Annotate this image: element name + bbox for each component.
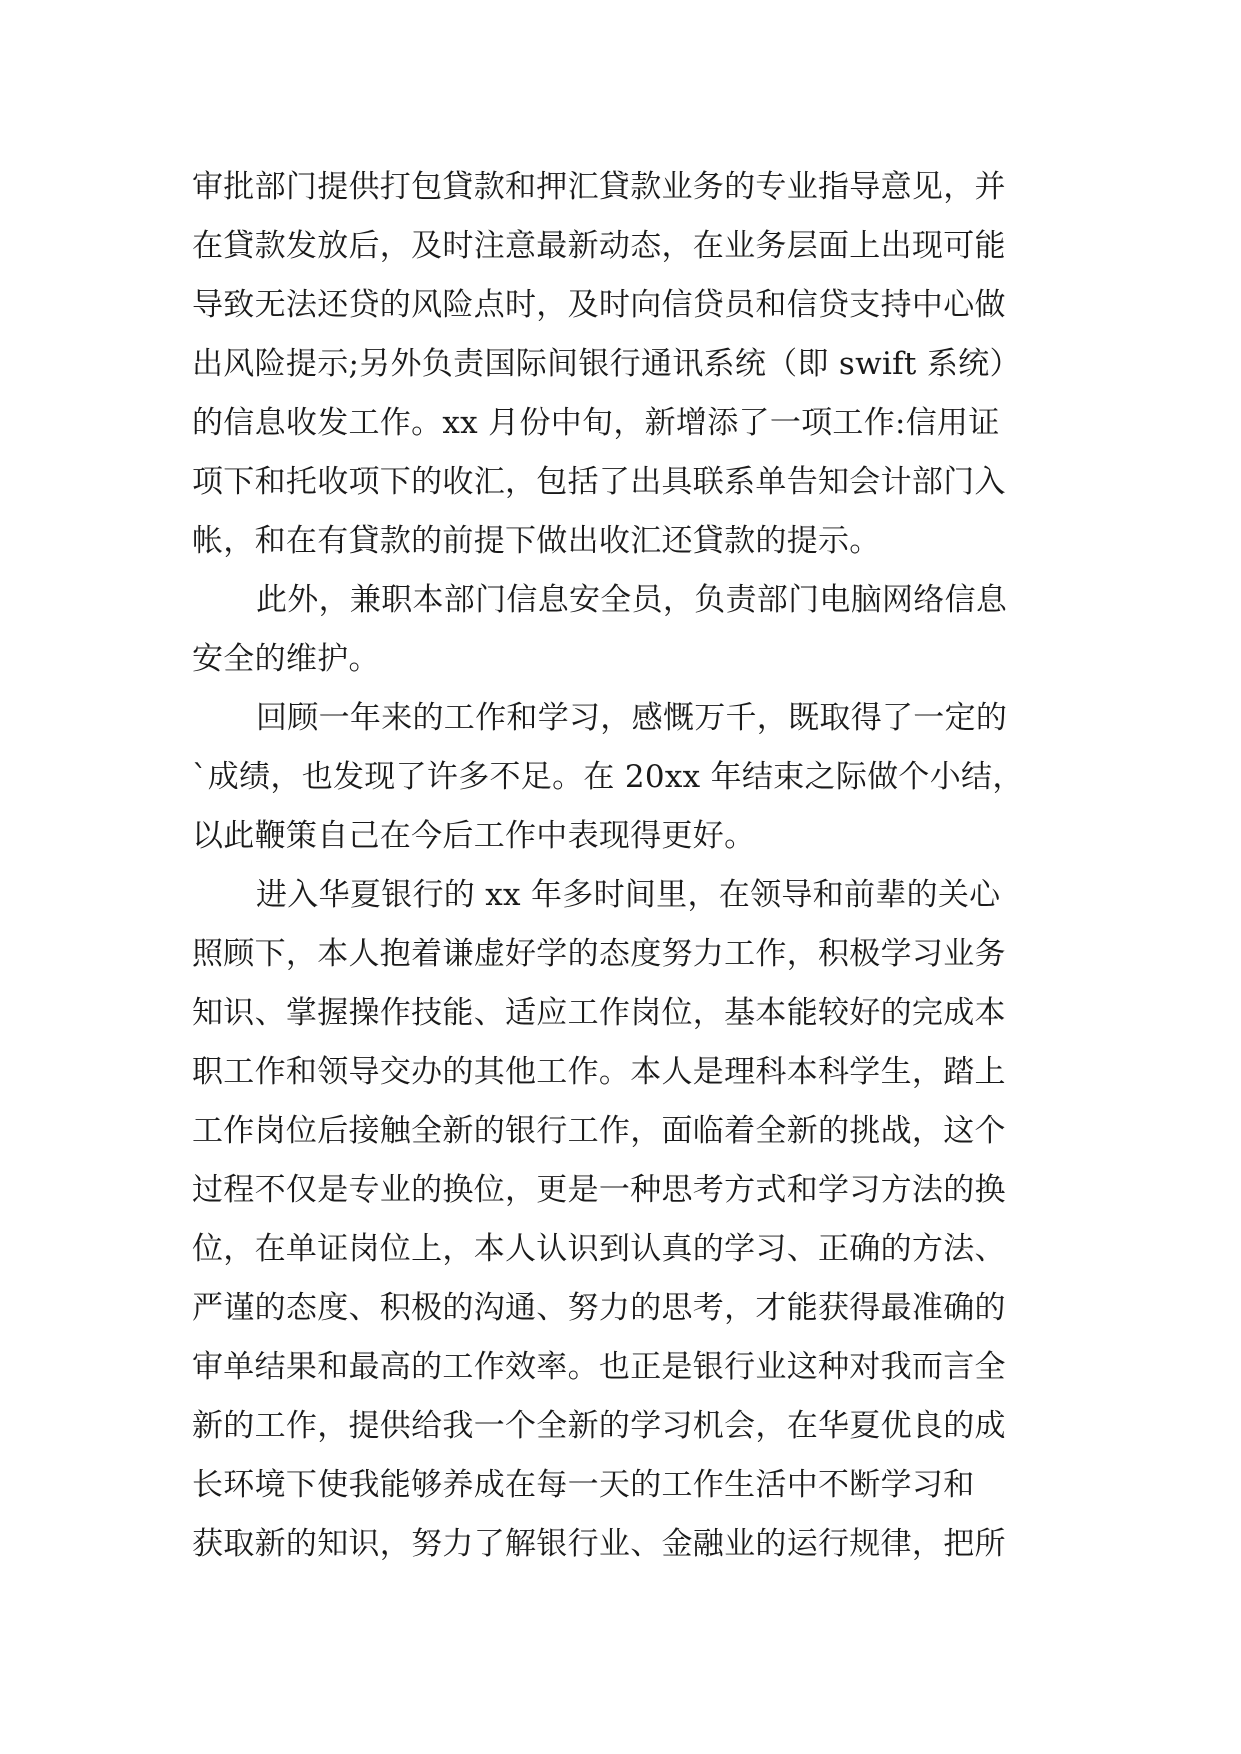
- text-line: 审单结果和最高的工作效率。也正是银行业这种对我而言全: [192, 1349, 1006, 1385]
- text-line: 项下和托收项下的收汇，包括了出具联系单告知会计部门入: [192, 464, 1006, 500]
- body-text: [192, 158, 1072, 1574]
- text-line: 在貸款发放后，及时注意最新动态，在业务层面上出现可能: [192, 228, 1006, 264]
- text-line: 导致无法还贷的风险点时，及时向信贷员和信贷支持中心做: [192, 287, 1006, 323]
- text-line: 出风险提示;另外负责国际间银行通讯系统（即 swift 系统）: [192, 346, 1021, 382]
- text-line: 帐，和在有貸款的前提下做出收汇还貸款的提示。: [192, 523, 881, 559]
- text-line: 的信息收发工作。xx 月份中旬，新增添了一项工作:信用证: [192, 405, 1000, 441]
- text-line: 职工作和领导交办的其他工作。本人是理科本科学生，踏上: [192, 1054, 1006, 1090]
- text-line: `成绩，也发现了许多不足。在 20xx 年结束之际做个小结，: [192, 759, 1024, 795]
- text-line: 严谨的态度、积极的沟通、努力的思考，才能获得最准确的: [192, 1290, 1006, 1326]
- text-line: 工作岗位后接触全新的银行工作，面临着全新的挑战，这个: [192, 1113, 1006, 1149]
- paragraph-start-line: 回顾一年来的工作和学习，感慨万千，既取得了一定的: [256, 700, 1008, 736]
- text-line: 安全的维护。: [192, 641, 380, 677]
- paragraph-start-line: 此外，兼职本部门信息安全员，负责部门电脑网络信息: [256, 582, 1008, 618]
- text-line: 审批部门提供打包貸款和押汇貸款业务的专业指导意见，并: [192, 169, 1006, 205]
- text-line: 位，在单证岗位上，本人认识到认真的学习、正确的方法、: [192, 1231, 1006, 1267]
- text-line: 长环境下使我能够养成在每一天的工作生活中不断学习和: [192, 1467, 975, 1503]
- text-line: 照顾下，本人抱着谦虚好学的态度努力工作，积极学习业务: [192, 936, 1006, 972]
- text-line: 获取新的知识，努力了解银行业、金融业的运行规律，把所: [192, 1526, 1006, 1562]
- text-line: 知识、掌握操作技能、适应工作岗位，基本能较好的完成本: [192, 995, 1006, 1031]
- paragraph-start-line: 进入华夏银行的 xx 年多时间里，在领导和前辈的关心: [256, 877, 1001, 913]
- text-line: 以此鞭策自己在今后工作中表现得更好。: [192, 818, 756, 854]
- text-line: 过程不仅是专业的换位，更是一种思考方式和学习方法的换: [192, 1172, 1006, 1208]
- text-line: 新的工作，提供给我一个全新的学习机会，在华夏优良的成: [192, 1408, 1006, 1444]
